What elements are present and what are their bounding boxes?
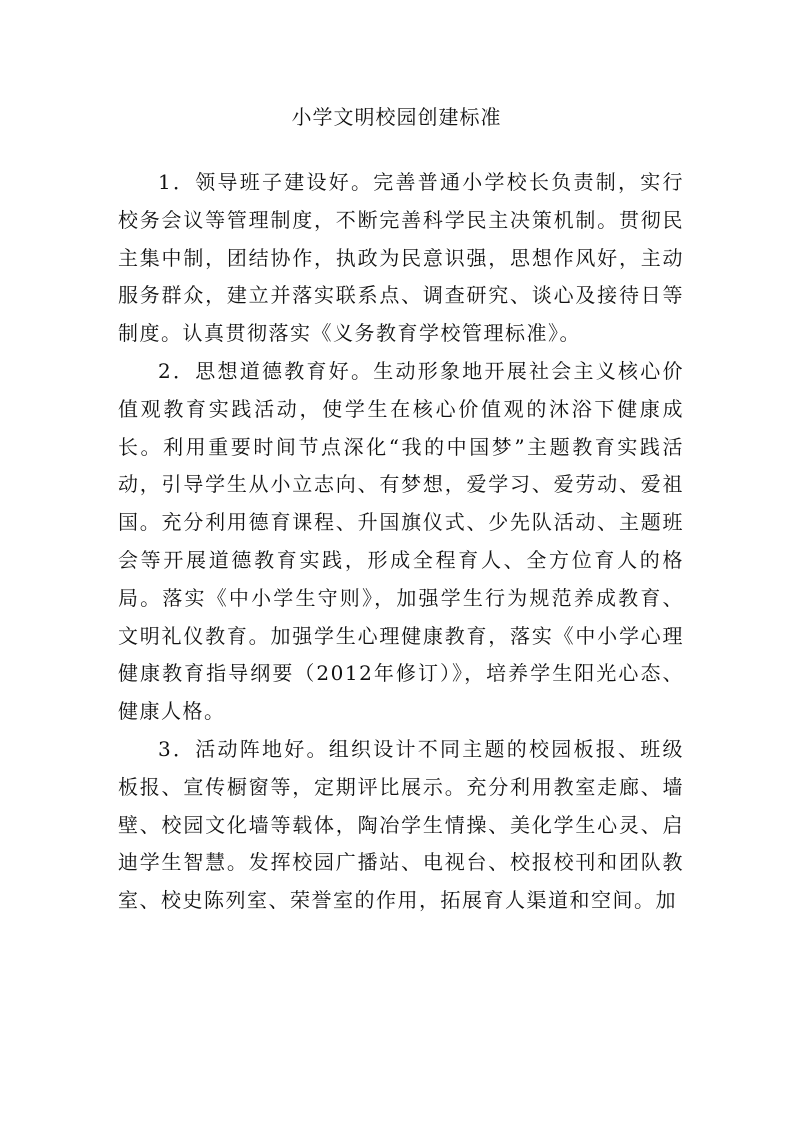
paragraph-1: 1．领导班子建设好。完善普通小学校长负责制，实行校务会议等管理制度，不断完善科学民主决策机制。贯彻民主集中制，团结协作，执政为民意识强，思想作风好，主动服务群众，建立并落实联系点、调查研究、谈心及接待日等制度。认真贯彻落实《义务教育学校管理标准》。 xyxy=(118,170,684,346)
document-body xyxy=(118,164,684,920)
paragraph-3: 3．活动阵地好。组织设计不同主题的校园板报、班级板报、宣传橱窗等，定期评比展示。充分利用教室走廊、墙壁、校园文化墙等载体，陶冶学生情操、美化学生心灵、启迪学生智慧。发挥校园广播站、电视台、校报校刊和团队教室、校史陈列室、荣誉室的作用，拓展育人渠道和空间。加 xyxy=(118,736,684,913)
document-title: 小学文明校园创建标准 xyxy=(291,105,502,129)
paragraph-2: 2．思想道德教育好。生动形象地开展社会主义核心价值观教育实践活动，使学生在核心价值观的沐浴下健康成长。利用重要时间节点深化“我的中国梦”主题教育实践活动，引导学生从小立志向、有梦想，爱学习、爱劳动、爱祖国。充分利用德育课程、升国旗仪式、少先队活动、主题班会等开展道德教育实践，形成全程育人、全方位育人的格局。落实《中小学生守则》，加强学生行为规范养成教育、文明礼仪教育。加强学生心理健康教育，落实《中小学心理健康教育指导纲要（2012年修订）》，培养学生阳光心态、健康人格。 xyxy=(118,358,684,724)
